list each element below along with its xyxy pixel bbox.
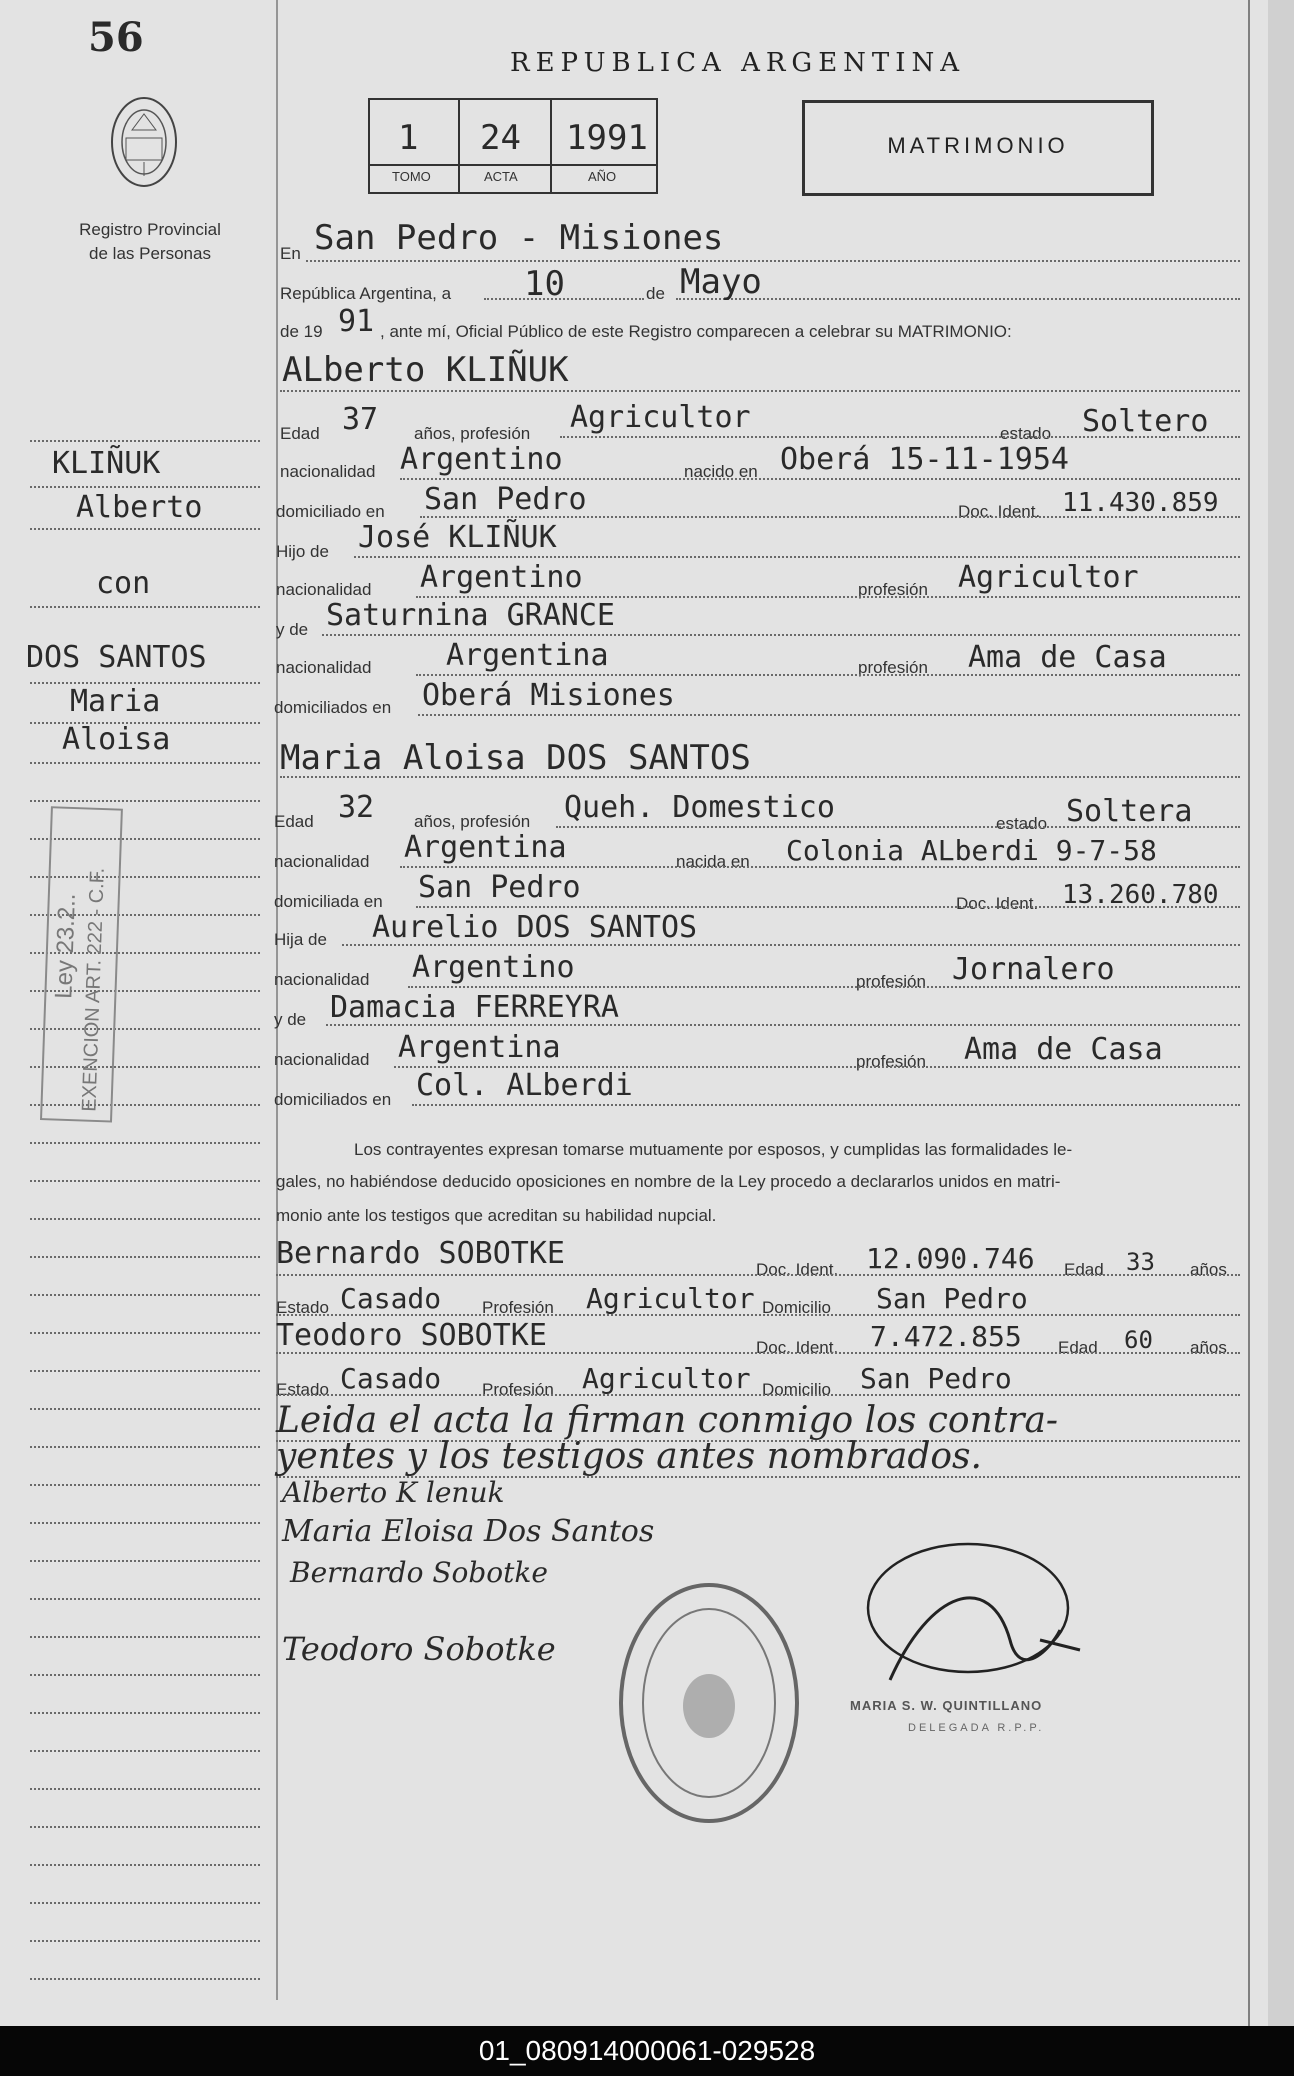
witness1-age: 33 xyxy=(1126,1248,1155,1276)
label-domiciliados-b: domiciliados en xyxy=(274,1090,392,1109)
bride-father-profession: Jornalero xyxy=(952,952,1115,987)
margin-ruling-line xyxy=(30,1750,260,1752)
closing-line2: yentes y los testigos antes nombrados. xyxy=(276,1436,982,1477)
witness2-address: San Pedro xyxy=(860,1362,1012,1395)
groom-age: 37 xyxy=(342,402,379,437)
groom-name: ALberto KLIÑUK xyxy=(282,350,569,390)
groom-nationality: Argentino xyxy=(400,442,563,477)
label-prof-madre: profesión xyxy=(858,658,928,677)
label-prof-madre-b: profesión xyxy=(856,1052,926,1071)
closing-line1: Leida el acta la firman conmigo los contra- xyxy=(276,1400,1059,1441)
margin-surname: KLIÑUK xyxy=(52,446,161,481)
groom-profession: Agricultor xyxy=(570,400,751,435)
tomo-label: TOMO xyxy=(392,169,431,184)
label-en: En xyxy=(280,244,301,263)
margin-ruling-line xyxy=(30,1560,260,1562)
ano-value: 1991 xyxy=(566,118,648,158)
witness1-name: Bernardo SOBOTKE xyxy=(276,1236,565,1271)
label-nacionalidad: nacionalidad xyxy=(280,462,376,481)
label-w1-prof: Profesión xyxy=(482,1298,554,1317)
label-domiciliados: domiciliados en xyxy=(274,698,392,717)
bride-status: Soltera xyxy=(1066,794,1193,829)
witness2-doc: 7.472.855 xyxy=(870,1320,1022,1353)
label-nacida-en: nacida en xyxy=(676,852,750,871)
bride-father: Aurelio DOS SANTOS xyxy=(372,910,698,945)
label-doc-b: Doc. Ident. xyxy=(956,894,1039,913)
margin-name: Alberto xyxy=(76,490,203,525)
witness2-status: Casado xyxy=(340,1362,442,1395)
formula-line2: gales, no habiéndose deducido oposiciones en nombre de la Ley procedo a declararlos unidos en matri- xyxy=(276,1172,1061,1191)
signature-groom: Alberto K lenuk xyxy=(282,1476,505,1509)
page-number: 56 xyxy=(88,14,144,61)
margin-ruling-line xyxy=(30,800,260,802)
formula-line3: monio ante los testigos que acreditan su habilidad nupcial. xyxy=(276,1206,717,1225)
margin-ruling-line xyxy=(30,1484,260,1486)
margin-ruling-line xyxy=(30,1332,260,1334)
witness1-profession: Agricultor xyxy=(586,1282,755,1315)
margin-ruling-line xyxy=(30,1788,260,1790)
official-name: MARIA S. W. QUINTILLANO xyxy=(850,1698,1043,1713)
witness1-status: Casado xyxy=(340,1282,442,1315)
label-w1-anos: años xyxy=(1190,1260,1227,1279)
label-w2-edad: Edad xyxy=(1058,1338,1098,1357)
act-type-box xyxy=(802,100,1154,196)
official-role: DELEGADA R.P.P. xyxy=(908,1722,1045,1734)
witness2-name: Teodoro SOBOTKE xyxy=(276,1318,547,1353)
margin-ruling-line xyxy=(30,1902,260,1904)
bride-doc: 13.260.780 xyxy=(1062,880,1219,910)
margin-bride-name1: Maria xyxy=(70,684,161,719)
margin-ruling-line xyxy=(30,1180,260,1182)
groom-mother: Saturnina GRANCE xyxy=(326,598,615,633)
margin-ruling-line xyxy=(30,1218,260,1220)
registry-name: Registro Provincial de las Personas xyxy=(79,220,221,263)
groom-status: Soltero xyxy=(1082,404,1209,439)
margin-con: con xyxy=(96,566,151,601)
place-value: San Pedro - Misiones xyxy=(314,218,724,258)
groom-father: José KLIÑUK xyxy=(358,520,557,555)
bride-profession: Queh. Domestico xyxy=(564,790,835,825)
bride-age: 32 xyxy=(338,790,375,825)
label-w2-dom: Domicilio xyxy=(762,1380,831,1399)
label-hijo-de: Hijo de xyxy=(276,542,329,561)
margin-ruling-line xyxy=(30,1294,260,1296)
witness2-age: 60 xyxy=(1124,1326,1153,1354)
label-w1-dom: Domicilio xyxy=(762,1298,831,1317)
province-seal-icon xyxy=(104,90,184,200)
groom-address: San Pedro xyxy=(424,482,587,517)
witness1-doc: 12.090.746 xyxy=(866,1242,1035,1275)
registry-round-seal-icon xyxy=(614,1578,804,1828)
margin-ruling-line xyxy=(30,1408,260,1410)
label-domiciliado: domiciliado en xyxy=(276,502,385,521)
scan-id-footer: 01_080914000061-029528 xyxy=(0,2026,1294,2076)
margin-ruling-line xyxy=(30,1256,260,1258)
bride-mother-nationality: Argentina xyxy=(398,1030,561,1065)
signature-witness1: Bernardo Sobotke xyxy=(290,1556,548,1589)
margin-ruling-line xyxy=(30,1370,260,1372)
signature-witness2: Teodoro Sobotke xyxy=(282,1630,556,1668)
label-edad: Edad xyxy=(280,424,320,443)
label-anos-profesion-b: años, profesión xyxy=(414,812,531,831)
groom-parents-address: Oberá Misiones xyxy=(422,678,675,713)
bride-birth: Colonia ALberdi 9-7-58 xyxy=(786,834,1157,867)
label-doc: Doc. Ident. xyxy=(958,502,1041,521)
stamp-exemption: EXENCION ART. 222 - C.F. xyxy=(78,867,109,1113)
label-w2-estado: Estado xyxy=(276,1380,329,1399)
tomo-acta-ano-box xyxy=(368,98,658,194)
label-nac-padre: nacionalidad xyxy=(276,580,372,599)
ano-label: AÑO xyxy=(588,169,617,184)
month-value: Mayo xyxy=(680,262,762,302)
label-w1-estado: Estado xyxy=(276,1298,329,1317)
label-nac-padre-b: nacionalidad xyxy=(274,970,370,989)
right-edge-line xyxy=(1248,0,1250,2026)
margin-ruling-line xyxy=(30,1826,260,1828)
formula-line1: Los contrayentes expresan tomarse mutuamente por esposos, y cumplidas las formalidades le- xyxy=(354,1140,1073,1159)
witness2-profession: Agricultor xyxy=(582,1362,751,1395)
label-edad-b: Edad xyxy=(274,812,314,831)
bride-name: Maria Aloisa DOS SANTOS xyxy=(280,738,751,778)
label-y-de: y de xyxy=(276,620,309,639)
label-nac-madre-b: nacionalidad xyxy=(274,1050,370,1069)
bride-mother: Damacia FERREYRA xyxy=(330,990,619,1025)
label-prof-padre-b: profesión xyxy=(856,972,926,991)
margin-ruling-line xyxy=(30,1142,260,1144)
country-title: REPUBLICA ARGENTINA xyxy=(510,48,966,78)
label-de19: de 19 xyxy=(280,322,323,341)
margin-separator xyxy=(276,0,278,2000)
label-republica: República Argentina, a xyxy=(280,284,452,303)
day-value: 10 xyxy=(524,264,565,304)
exemption-stamp xyxy=(40,806,123,1122)
witness1-address: San Pedro xyxy=(876,1282,1028,1315)
label-de: de xyxy=(646,284,665,303)
label-w2-anos: años xyxy=(1190,1338,1227,1357)
acta-value: 24 xyxy=(480,118,521,158)
bride-mother-profession: Ama de Casa xyxy=(964,1032,1163,1067)
act-type: MATRIMONIO xyxy=(887,133,1069,158)
groom-father-nationality: Argentino xyxy=(420,560,583,595)
bride-parents-address: Col. ALberdi xyxy=(416,1068,633,1103)
label-y-de-b: y de xyxy=(274,1010,307,1029)
label-domiciliada: domiciliada en xyxy=(274,892,383,911)
margin-ruling-line xyxy=(30,1940,260,1942)
margin-ruling-line xyxy=(30,1712,260,1714)
bride-address: San Pedro xyxy=(418,870,581,905)
label-anos-profesion: años, profesión xyxy=(414,424,531,443)
label-w2-doc: Doc. Ident. xyxy=(756,1338,839,1357)
label-w2-prof: Profesión xyxy=(482,1380,554,1399)
label-estado-b: estado xyxy=(996,814,1048,833)
groom-birth: Oberá 15-11-1954 xyxy=(780,442,1069,477)
margin-ruling-line xyxy=(30,1864,260,1866)
scan-edge xyxy=(1268,0,1294,2026)
margin-ruling-line xyxy=(30,1636,260,1638)
label-hija-de: Hija de xyxy=(274,930,327,949)
margin-ruling-line xyxy=(30,1522,260,1524)
label-nac-b: nacionalidad xyxy=(274,852,370,871)
label-nacido-en: nacido en xyxy=(684,462,758,481)
official-signature-icon xyxy=(850,1530,1100,1720)
groom-mother-profession: Ama de Casa xyxy=(968,640,1167,675)
margin-bride-surname: DOS SANTOS xyxy=(26,640,207,675)
stamp-law: Ley 23.2.. xyxy=(50,892,81,1000)
margin-ruling-line xyxy=(30,1978,260,1980)
label-prof-padre: profesión xyxy=(858,580,928,599)
margin-ruling-line xyxy=(30,1674,260,1676)
label-ante-mi: , ante mí, Oficial Público de este Registro comparecen a celebrar su MATRIMONIO: xyxy=(380,322,1012,341)
bride-father-nationality: Argentino xyxy=(412,950,575,985)
acta-label: ACTA xyxy=(484,169,518,184)
groom-father-profession: Agricultor xyxy=(958,560,1139,595)
margin-bride-name2: Aloisa xyxy=(62,722,171,757)
signature-bride: Maria Eloisa Dos Santos xyxy=(282,1514,655,1549)
margin-ruling-line xyxy=(30,1598,260,1600)
margin-ruling-line xyxy=(30,1446,260,1448)
groom-doc: 11.430.859 xyxy=(1062,488,1219,518)
groom-mother-nationality: Argentina xyxy=(446,638,609,673)
label-w1-doc: Doc. Ident. xyxy=(756,1260,839,1279)
tomo-value: 1 xyxy=(398,118,419,158)
label-w1-edad: Edad xyxy=(1064,1260,1104,1279)
bride-nationality: Argentina xyxy=(404,830,567,865)
label-estado: estado xyxy=(1000,424,1052,443)
label-nac-madre: nacionalidad xyxy=(276,658,372,677)
year-value: 91 xyxy=(338,304,375,339)
